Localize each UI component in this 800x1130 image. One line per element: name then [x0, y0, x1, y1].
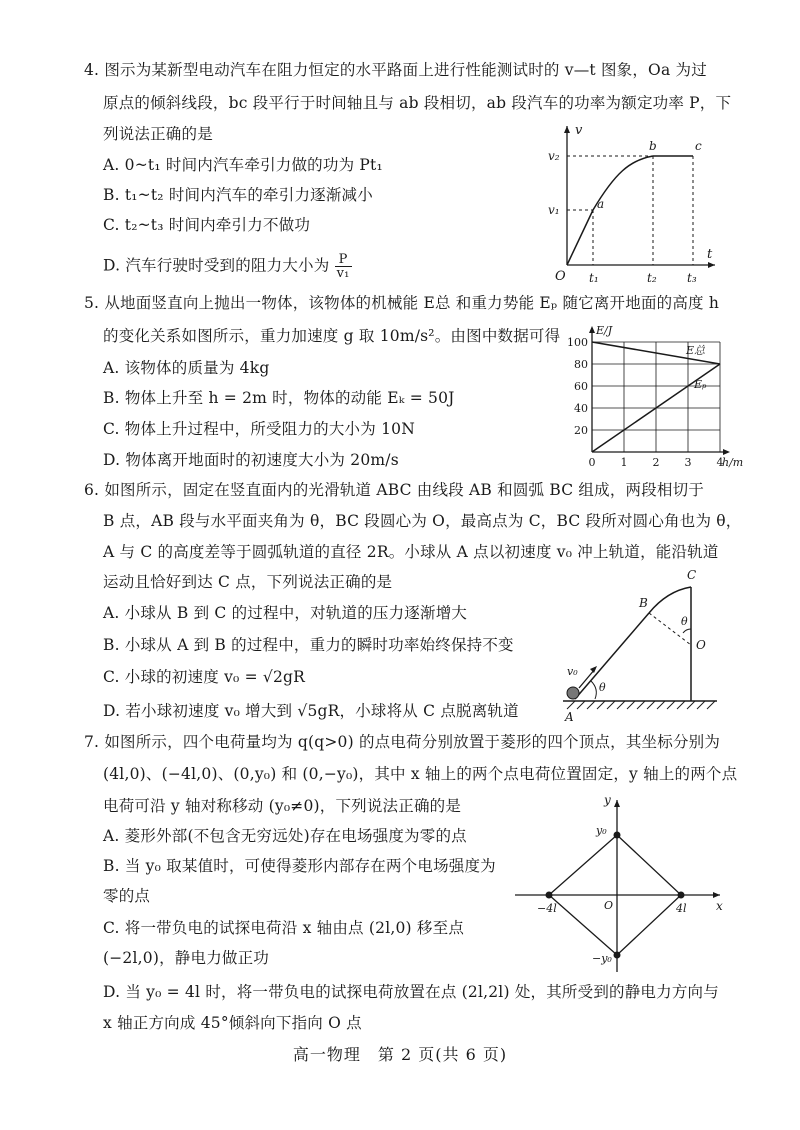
q7-x-label: x — [716, 899, 723, 913]
q5-series-label-0: E总 — [686, 344, 706, 357]
q5-x-tick-1: 1 — [620, 456, 628, 469]
q7-option-d-cont: x 轴正方向成 45°倾斜向下指向 O 点 — [103, 1014, 362, 1032]
q4-origin-label: O — [555, 269, 566, 284]
q4-t3-label: t₃ — [687, 271, 697, 285]
q5-y-axis-label: E/J — [596, 324, 613, 337]
q5-energy-chart — [560, 322, 744, 472]
q6-stem-line-2: B 点，AB 段与水平面夹角为 θ，BC 段圆心为 O，最高点为 C，BC 段所对圆心角也为 θ， — [103, 512, 742, 530]
q6-stem-line-1: 6. 如图所示，固定在竖直面内的光滑轨道 ABC 由线段 AB 和圆弧 BC 组成，两段相切于 — [84, 481, 705, 499]
q6-point-b: B — [639, 596, 648, 610]
page-footer: 高一物理 第 2 页(共 6 页) — [292, 1045, 508, 1064]
q6-point-c: C — [687, 568, 697, 582]
q7-x-axis-arrow — [713, 892, 720, 898]
q7-stem-line-1: 7. 如图所示，四个电荷量均为 q(q>0) 的点电荷分别放置于菱形的四个顶点，其坐标分别为 — [84, 733, 721, 751]
q6-theta-o-label: θ — [681, 615, 688, 628]
q7-option-b: B. 当 y₀ 取某值时，可使得菱形内部存在两个电场强度为 — [103, 857, 496, 875]
q4-t1-label: t₁ — [589, 271, 599, 285]
q6-angle-o-arc — [683, 629, 691, 633]
q6-segment-ab — [575, 613, 649, 699]
q5-x-tick-2: 2 — [652, 456, 660, 469]
q6-stem-line-3: A 与 C 的高度差等于圆弧轨道的直径 2R。小球从 A 点以初速度 v₀ 冲上轨道，能沿轨道 — [103, 543, 719, 561]
q6-point-a: A — [565, 710, 574, 724]
q7-charge-top — [614, 832, 621, 839]
q7-charge-right — [678, 892, 685, 899]
q7-stem-line-2: (4l,0)、(−4l,0)、(0,y₀) 和 (0,−y₀)，其中 x 轴上的两个点电荷位置固定，y 轴上的两个点 — [103, 765, 738, 783]
q7-rhombus-diagram — [510, 790, 730, 980]
q7-charge-bottom — [614, 952, 621, 959]
q6-option-c: C. 小球的初速度 v₀ = √2gR — [103, 668, 306, 686]
q6-v0-label: v₀ — [567, 665, 578, 678]
q4-t-label: t — [707, 247, 713, 262]
q6-option-a: A. 小球从 B 到 C 的过程中，对轨道的压力逐渐增大 — [103, 604, 468, 622]
q6-angle-a-arc — [591, 681, 596, 699]
q4-stem-line-2: 原点的倾斜线段，bc 段平行于时间轴且与 ab 段相切，ab 段汽车的功率为额定功率 P，下 — [103, 94, 732, 112]
q4-v1-label: v₁ — [548, 203, 560, 217]
q6-ground-hatch — [567, 701, 715, 709]
q4-option-d — [103, 253, 352, 280]
fraction-denominator: v₁ — [336, 266, 350, 281]
q4-segment-oa — [567, 210, 593, 265]
q4-option-d-text: D. 汽车行驶时受到的阻力大小为 — [103, 256, 330, 275]
q5-series-label-1: Eₚ — [694, 378, 707, 391]
q4-t2-label: t₂ — [647, 271, 657, 285]
q4-vt-graph — [535, 118, 725, 288]
q4-stem-line-3: 列说法正确的是 — [103, 125, 213, 143]
q5-option-c: C. 物体上升过程中，所受阻力的大小为 10N — [103, 420, 415, 438]
q6-point-o: O — [696, 638, 706, 652]
q4-option-c: C. t₂~t₃ 时间内牵引力不做功 — [103, 216, 311, 234]
q5-x-tick-3: 3 — [684, 456, 692, 469]
q5-option-b: B. 物体上升至 h = 2m 时，物体的动能 Eₖ = 50J — [103, 389, 455, 407]
q6-theta-a-label: θ — [599, 681, 606, 694]
q7-origin-label: O — [604, 899, 614, 912]
q7-y0-label: y₀ — [596, 824, 607, 837]
q4-v2-label: v₂ — [548, 149, 560, 163]
q6-option-d: D. 若小球初速度 v₀ 增大到 √5gR，小球将从 C 点脱离轨道 — [103, 702, 519, 720]
q6-ball — [567, 687, 579, 699]
q5-option-a: A. 该物体的质量为 4kg — [103, 359, 270, 377]
q7-pos4l-label: 4l — [676, 902, 687, 915]
q4-v-label: v — [575, 123, 583, 138]
q4-t-axis-arrow — [708, 262, 715, 268]
q4-option-b: B. t₁~t₂ 时间内汽车的牵引力逐渐减小 — [103, 186, 373, 204]
q5-x-tick-4: 4 — [716, 456, 724, 469]
q7-option-b-cont: 零的点 — [103, 887, 151, 905]
q5-grid — [592, 342, 720, 452]
fraction-numerator: P — [335, 253, 352, 267]
q7-y-axis-arrow — [614, 800, 620, 807]
q5-y-tick-40: 40 — [574, 402, 588, 415]
q7-neg-y0-label: −y₀ — [592, 952, 612, 965]
q4-option-d-fraction — [335, 253, 352, 280]
q5-y-axis-arrow — [589, 326, 595, 333]
q5-x-axis-arrow — [723, 449, 730, 455]
q4-point-a: a — [597, 197, 605, 211]
q7-stem-line-3: 电荷可沿 y 轴对称移动 (y₀≠0)，下列说法正确的是 — [103, 797, 462, 815]
q6-track-diagram — [555, 565, 725, 730]
q7-option-d: D. 当 y₀ = 4l 时，将一带负电的试探电荷放置在点 (2l,2l) 处，其所受到的静电力方向与 — [103, 983, 719, 1001]
q4-point-b: b — [649, 139, 657, 153]
q6-option-b: B. 小球从 A 到 B 的过程中，重力的瞬时功率始终保持不变 — [103, 636, 514, 654]
q5-y-tick-80: 80 — [574, 358, 588, 371]
q4-point-c: c — [695, 139, 702, 153]
q4-stem-line-1: 4. 图示为某新型电动汽车在阻力恒定的水平路面上进行性能测试时的 v—t 图象，Oa 为过 — [84, 61, 707, 79]
q7-option-c-cont: (−2l,0)，静电力做正功 — [103, 949, 269, 967]
q7-option-a: A. 菱形外部(不包含无穷远处)存在电场强度为零的点 — [103, 827, 467, 845]
q5-x-axis-label: h/m — [722, 456, 744, 469]
q6-arc-bc — [649, 587, 691, 613]
q5-stem-line-2: 的变化关系如图所示，重力加速度 g 取 10m/s²。由图中数据可得 — [103, 327, 561, 345]
q4-option-a: A. 0~t₁ 时间内汽车牵引力做的功为 Pt₁ — [103, 156, 383, 174]
q7-y-label: y — [604, 793, 611, 807]
q5-y-tick-60: 60 — [574, 380, 588, 393]
q7-option-c: C. 将一带负电的试探电荷沿 x 轴由点 (2l,0) 移至点 — [103, 919, 465, 937]
q5-option-d: D. 物体离开地面时的初速度大小为 20m/s — [103, 451, 399, 469]
q5-y-tick-20: 20 — [574, 424, 588, 437]
q4-v-axis-arrow — [564, 126, 570, 133]
q5-ticks — [567, 324, 743, 469]
q5-y-tick-100: 100 — [567, 336, 588, 349]
q5-x-tick-0: 0 — [588, 456, 596, 469]
q5-stem-line-1: 5. 从地面竖直向上抛出一物体，该物体的机械能 E总 和重力势能 Eₚ 随它离开地面的高度 h — [84, 294, 720, 312]
q7-neg4l-label: −4l — [537, 902, 557, 915]
q6-velocity-arrowhead — [590, 666, 597, 673]
q7-charge-left — [546, 892, 553, 899]
q6-stem-line-4: 运动且恰好到达 C 点，下列说法正确的是 — [103, 573, 393, 591]
